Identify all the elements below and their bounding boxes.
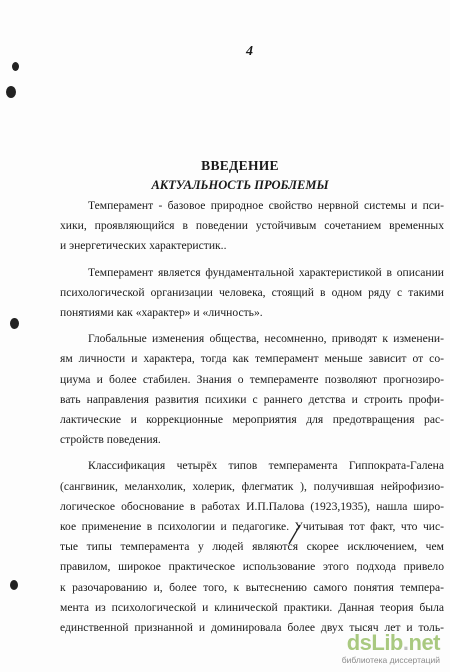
paragraph xyxy=(60,263,444,324)
paragraph xyxy=(60,196,444,257)
text-line: к разочарованию и, более того, к вытеснению самого понятия темпера- xyxy=(60,580,444,594)
text-line: ям личности и характера, тогда как темперамент меньше зависит от со- xyxy=(60,352,444,366)
page-number: 4 xyxy=(246,44,253,59)
section-heading: ВВЕДЕНИЕ xyxy=(201,158,279,173)
section-subheading: АКТУАЛЬНОСТЬ ПРОБЛЕМЫ xyxy=(151,178,329,192)
text-line: и энергетических характеристик.. xyxy=(60,239,227,253)
text-line: циума и более стабилен. Знания о темпераменте позволяют прогнозиро- xyxy=(60,372,444,386)
text-line: (сангвиник, меланхолик, холерик, флегматик ), получившая нейрофизио- xyxy=(60,479,444,493)
text-line: Темперамент является фундаментальной характеристикой в описании xyxy=(88,265,444,279)
watermark-logo: dsLib.net xyxy=(346,630,440,655)
text-line: единственной признанной и доминировала более двух тысяч лет и толь- xyxy=(60,621,444,635)
text-line: психологической организации человека, стоящий в одном ряду с такими xyxy=(60,285,444,299)
binder-hole-mark xyxy=(12,62,19,71)
text-line: Классификация четырёх типов темперамента Гиппократа-Галена xyxy=(88,459,444,473)
binder-hole-mark xyxy=(10,580,18,590)
text-line: хики, проявляющийся в поведении устойчивым сочетанием временных xyxy=(60,219,444,233)
text-line: мента из психологической и клинической практики. Данная теория была xyxy=(60,600,444,614)
text-line: Глобальные изменения общества, несомненно, приводят к изменени- xyxy=(88,332,444,346)
binder-hole-mark xyxy=(10,318,19,329)
text-line: стройств поведения. xyxy=(60,433,161,447)
binder-hole-mark xyxy=(6,86,16,98)
text-line: тые типы темперамента у людей являются скорее исключением, чем xyxy=(60,540,444,554)
document-body xyxy=(60,196,444,644)
text-line: Темперамент - базовое природное свойство нервной системы и пси- xyxy=(88,199,444,212)
text-line: логическое обоснование в работах И.П.Палова (1923,1935), нашла широ- xyxy=(60,499,444,513)
pen-mark-icon xyxy=(286,524,304,546)
paragraph xyxy=(60,329,444,450)
text-line: понятиями как «характер» и «личность». xyxy=(60,306,263,320)
watermark xyxy=(310,630,440,666)
text-line: лактические и коррекционные мероприятия для предотвращения рас- xyxy=(60,413,444,427)
watermark-caption: библиотека диссертаций xyxy=(341,655,440,665)
text-line: кое применение в психологии и педагогике. Учитывая тот факт, что чис- xyxy=(60,520,444,534)
text-line: правилом, широкое практическое использование этого подхода привело xyxy=(60,560,444,574)
paragraph xyxy=(60,456,444,638)
text-line: вать направления развития психики с раннего детства и строить профи- xyxy=(60,392,444,406)
